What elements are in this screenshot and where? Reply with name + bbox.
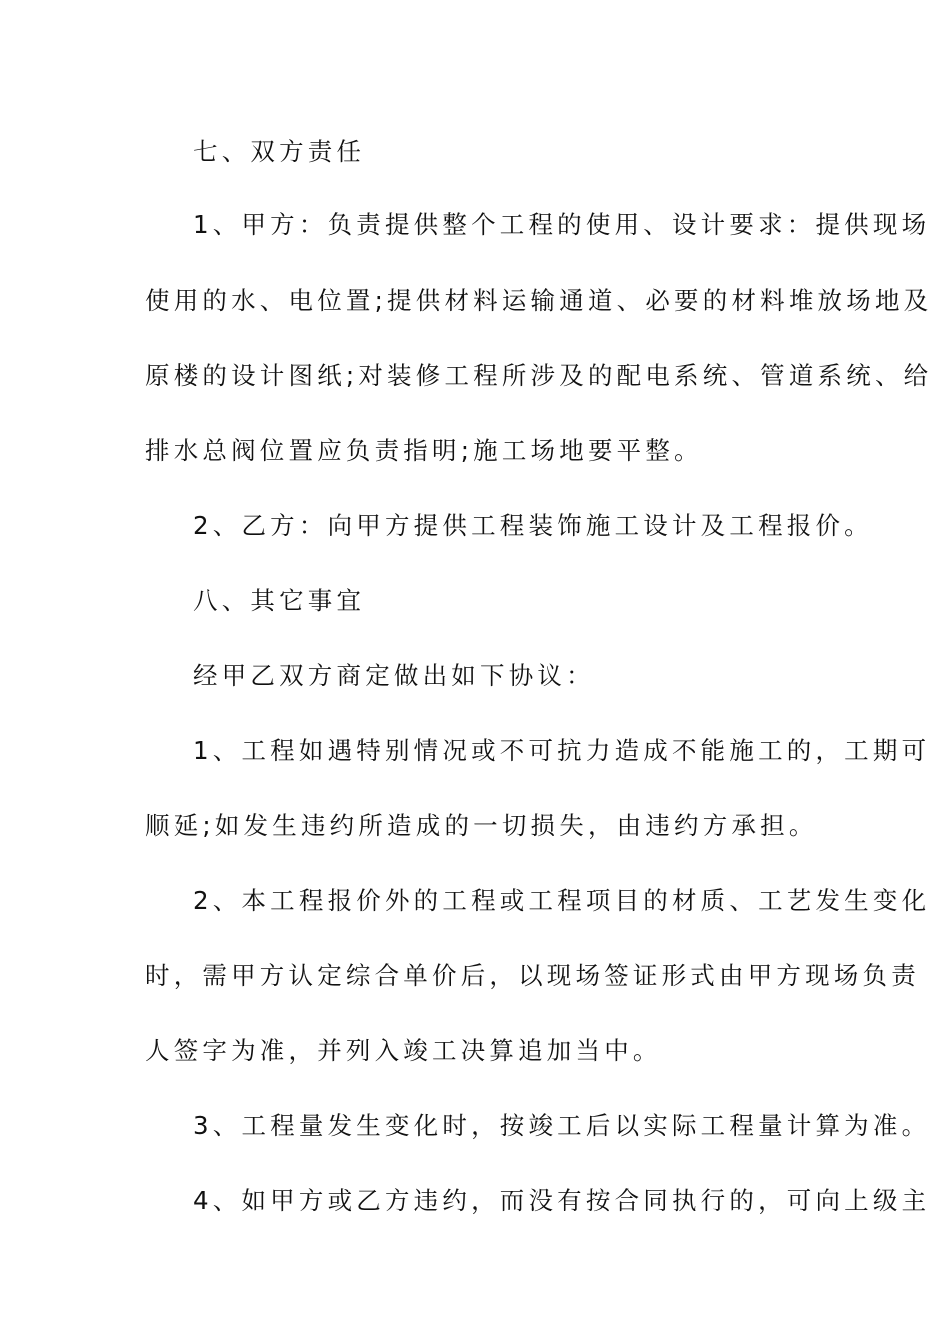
paragraph-line: 2、本工程报价外的工程或工程项目的材质、工艺发生变化	[193, 886, 931, 915]
paragraph-line: 2、乙方：向甲方提供工程装饰施工设计及工程报价。	[193, 511, 873, 540]
paragraph-line: 顺延;如发生违约所造成的一切损失，由违约方承担。	[145, 811, 818, 840]
section-heading-8: 八、其它事宜	[193, 586, 366, 615]
paragraph-line: 人签字为准，并列入竣工决算追加当中。	[145, 1036, 662, 1065]
paragraph-line: 排水总阀位置应负责指明;施工场地要平整。	[145, 436, 703, 465]
paragraph-line: 时，需甲方认定综合单价后，以现场签证形式由甲方现场负责	[145, 961, 920, 990]
paragraph-line: 4、如甲方或乙方违约，而没有按合同执行的，可向上级主	[193, 1186, 931, 1215]
paragraph-line: 3、工程量发生变化时，按竣工后以实际工程量计算为准。	[193, 1111, 931, 1140]
paragraph-line: 使用的水、电位置;提供材料运输通道、必要的材料堆放场地及	[145, 286, 933, 315]
paragraph-line: 1、甲方：负责提供整个工程的使用、设计要求：提供现场	[193, 210, 931, 239]
section-heading-7: 七、双方责任	[193, 137, 366, 166]
paragraph-line: 经甲乙双方商定做出如下协议：	[193, 661, 595, 690]
paragraph-line: 1、工程如遇特别情况或不可抗力造成不能施工的，工期可	[193, 736, 931, 765]
paragraph-line: 原楼的设计图纸;对装修工程所涉及的配电系统、管道系统、给	[145, 361, 933, 390]
